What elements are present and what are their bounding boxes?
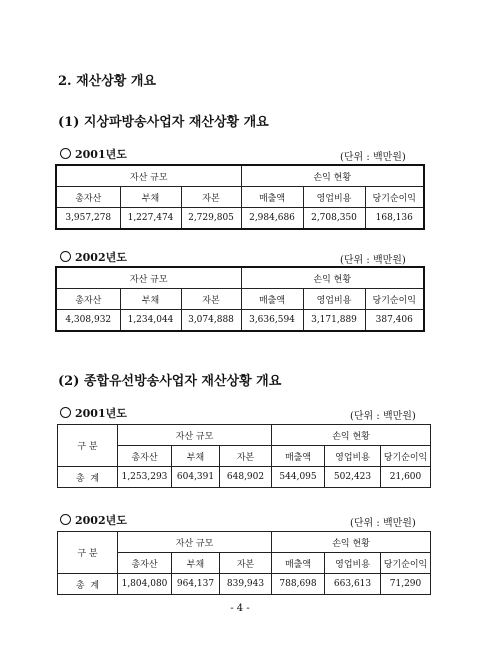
group-header-assets: 자산 규모 — [118, 532, 272, 553]
table-cell: 387,406 — [365, 310, 424, 332]
column-header: 영업비용 — [325, 553, 381, 574]
page-number: - 4 - — [230, 603, 250, 614]
column-header: 당기순이익 — [365, 289, 424, 310]
table-cell: 2,729,805 — [181, 208, 241, 230]
table2-year-label: 2002년도 — [60, 249, 127, 265]
section-title: 2. 재산상황 개요 — [58, 74, 156, 89]
column-header: 자본 — [181, 289, 241, 310]
circle-bullet-icon — [60, 251, 71, 262]
column-header: 부채 — [120, 289, 181, 310]
column-header: 총자산 — [118, 553, 172, 574]
row-header: 구 분 — [58, 532, 118, 574]
table-cell: 71,290 — [381, 574, 431, 595]
table-cell: 788,698 — [272, 574, 325, 595]
column-header: 매출액 — [272, 446, 325, 467]
column-header: 자본 — [181, 187, 241, 208]
table-cell: 964,137 — [172, 574, 220, 595]
table-cell: 663,613 — [325, 574, 381, 595]
table2-unit: (단위 : 백만원) — [340, 255, 406, 266]
table1 — [55, 164, 425, 230]
column-header: 당기순이익 — [381, 553, 431, 574]
table3-year-label: 2001년도 — [60, 405, 127, 421]
column-header: 매출액 — [241, 187, 303, 208]
table-row — [58, 467, 431, 488]
group-header-income: 손익 현황 — [272, 425, 431, 446]
table-cell: 3,957,278 — [56, 208, 120, 230]
group-header-income: 손익 현황 — [241, 267, 424, 289]
row-label: 총 계 — [58, 574, 118, 595]
table-cell: 2,984,686 — [241, 208, 303, 230]
table4 — [57, 531, 431, 595]
column-header: 부채 — [172, 446, 220, 467]
table-row — [56, 310, 424, 332]
group-header-income: 손익 현황 — [241, 165, 424, 187]
table-cell: 502,423 — [325, 467, 381, 488]
column-header: 총자산 — [56, 187, 120, 208]
circle-bullet-icon — [60, 514, 71, 525]
table4-unit: (단위 : 백만원) — [350, 518, 416, 529]
circle-bullet-icon — [60, 407, 71, 418]
header-row — [56, 289, 424, 310]
table2 — [55, 266, 425, 332]
circle-bullet-icon — [60, 148, 71, 159]
table4-year-label: 2002년도 — [60, 512, 127, 528]
table-cell: 1,234,044 — [120, 310, 181, 332]
table-cell: 839,943 — [220, 574, 272, 595]
table-cell: 3,074,888 — [181, 310, 241, 332]
group-header-assets: 자산 규모 — [118, 425, 272, 446]
column-header: 부채 — [172, 553, 220, 574]
group-header-assets: 자산 규모 — [56, 165, 241, 187]
table1-year-label: 2001년도 — [60, 146, 127, 162]
header-row — [56, 187, 424, 208]
row-header: 구 분 — [58, 425, 118, 467]
column-header: 자본 — [220, 446, 272, 467]
table3-unit: (단위 : 백만원) — [350, 411, 416, 422]
subsection2-title: (2) 종합유선방송사업자 재산상황 개요 — [58, 374, 282, 389]
column-header: 당기순이익 — [381, 446, 431, 467]
table-cell: 648,902 — [220, 467, 272, 488]
table3 — [57, 424, 431, 488]
group-header-assets: 자산 규모 — [56, 267, 241, 289]
table-cell: 3,171,889 — [303, 310, 365, 332]
column-header: 영업비용 — [303, 187, 365, 208]
table-cell: 4,308,932 — [56, 310, 120, 332]
table-row — [58, 574, 431, 595]
table-cell: 1,227,474 — [120, 208, 181, 230]
table-cell: 1,804,080 — [118, 574, 172, 595]
column-header: 총자산 — [56, 289, 120, 310]
table-row — [56, 208, 424, 230]
column-header: 총자산 — [118, 446, 172, 467]
group-header-income: 손익 현황 — [272, 532, 431, 553]
column-header: 부채 — [120, 187, 181, 208]
column-header: 당기순이익 — [365, 187, 424, 208]
table-cell: 544,095 — [272, 467, 325, 488]
table-cell: 2,708,350 — [303, 208, 365, 230]
subsection1-title: (1) 지상파방송사업자 재산상황 개요 — [58, 115, 269, 130]
row-label: 총 계 — [58, 467, 118, 488]
table-cell: 604,391 — [172, 467, 220, 488]
table-cell: 1,253,293 — [118, 467, 172, 488]
column-header: 영업비용 — [325, 446, 381, 467]
column-header: 자본 — [220, 553, 272, 574]
table-cell: 21,600 — [381, 467, 431, 488]
column-header: 매출액 — [241, 289, 303, 310]
column-header: 매출액 — [272, 553, 325, 574]
table-cell: 3,636,594 — [241, 310, 303, 332]
table-cell: 168,136 — [365, 208, 424, 230]
column-header: 영업비용 — [303, 289, 365, 310]
table1-unit: (단위 : 백만원) — [340, 152, 406, 163]
